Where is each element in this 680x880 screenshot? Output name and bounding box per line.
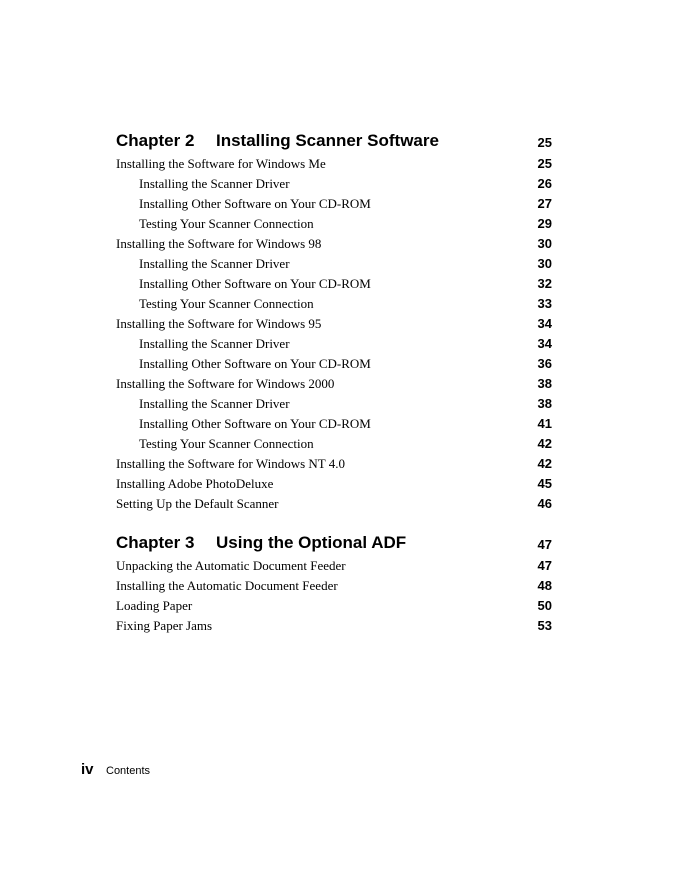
entry-title: Installing Other Software on Your CD-ROM xyxy=(139,276,371,291)
entry-page-number: 47 xyxy=(537,558,552,573)
entry-title: Installing the Software for Windows Me xyxy=(116,156,326,171)
entry-page-number: 50 xyxy=(537,598,552,613)
toc-entry xyxy=(116,454,552,474)
chapter-number: Chapter 3 xyxy=(116,533,195,552)
toc-entry xyxy=(116,494,552,514)
toc-entry xyxy=(116,474,552,494)
entry-title: Installing the Software for Windows 98 xyxy=(116,236,322,251)
chapter-heading xyxy=(116,531,552,555)
entry-page-number: 30 xyxy=(537,256,552,271)
entry-title: Installing the Software for Windows 2000 xyxy=(116,376,335,391)
entry-page-number: 53 xyxy=(537,618,552,633)
entry-title: Installing Other Software on Your CD-ROM xyxy=(139,356,371,371)
toc-subentry xyxy=(116,174,552,194)
entry-page-number: 38 xyxy=(537,376,552,391)
entry-page-number: 30 xyxy=(537,236,552,251)
entry-title: Testing Your Scanner Connection xyxy=(139,436,314,451)
toc-entry xyxy=(116,314,552,334)
chapter-number: Chapter 2 xyxy=(116,131,195,150)
toc-subentry xyxy=(116,214,552,234)
running-footer-section: Contents xyxy=(106,765,151,777)
entry-page-number: 32 xyxy=(537,276,552,291)
entry-title: Installing the Automatic Document Feeder xyxy=(116,578,338,593)
toc-subentry xyxy=(116,414,552,434)
toc-entry xyxy=(116,556,552,576)
toc-entry xyxy=(116,616,552,636)
toc-subentry xyxy=(116,194,552,214)
entry-title: Installing the Scanner Driver xyxy=(139,176,290,191)
entry-title: Testing Your Scanner Connection xyxy=(139,216,314,231)
entry-title: Installing the Software for Windows NT 4.0 xyxy=(116,456,345,471)
entry-title: Installing the Scanner Driver xyxy=(139,396,290,411)
entry-title: Fixing Paper Jams xyxy=(116,618,213,633)
entry-title: Installing Other Software on Your CD-ROM xyxy=(139,196,371,211)
folio-page-number: iv xyxy=(81,761,94,778)
toc-entry xyxy=(116,234,552,254)
toc-subentry xyxy=(116,254,552,274)
entry-page-number: 33 xyxy=(537,296,552,311)
entry-page-number: 34 xyxy=(537,336,552,351)
chapter-page-number: 25 xyxy=(537,135,552,150)
toc-subentry xyxy=(116,434,552,454)
entry-page-number: 48 xyxy=(537,578,552,593)
toc-entry xyxy=(116,374,552,394)
entry-page-number: 41 xyxy=(537,416,552,431)
entry-title: Installing the Scanner Driver xyxy=(139,256,290,271)
entry-title: Setting Up the Default Scanner xyxy=(116,496,279,511)
toc-subentry xyxy=(116,334,552,354)
toc-subentry xyxy=(116,274,552,294)
toc-entry xyxy=(116,596,552,616)
entry-title: Installing the Software for Windows 95 xyxy=(116,316,322,331)
entry-page-number: 42 xyxy=(537,436,552,451)
entry-page-number: 25 xyxy=(537,156,552,171)
entry-title: Installing Other Software on Your CD-ROM xyxy=(139,416,371,431)
entry-title: Installing Adobe PhotoDeluxe xyxy=(116,476,274,491)
entry-page-number: 34 xyxy=(537,316,552,331)
entry-title: Loading Paper xyxy=(116,598,193,613)
entry-page-number: 26 xyxy=(537,176,552,191)
entry-title: Unpacking the Automatic Document Feeder xyxy=(116,558,346,573)
chapter-title: Installing Scanner Software xyxy=(216,131,439,150)
chapter-title: Using the Optional ADF xyxy=(216,533,407,552)
entry-title: Testing Your Scanner Connection xyxy=(139,296,314,311)
toc-entry xyxy=(116,576,552,596)
entry-page-number: 38 xyxy=(537,396,552,411)
entry-page-number: 27 xyxy=(537,196,552,211)
chapter-page-number: 47 xyxy=(537,537,552,552)
toc-entry xyxy=(116,154,552,174)
entry-page-number: 46 xyxy=(537,496,552,511)
toc-subentry xyxy=(116,294,552,314)
toc-subentry xyxy=(116,394,552,414)
chapter-heading xyxy=(116,129,552,153)
entry-page-number: 29 xyxy=(537,216,552,231)
toc-subentry xyxy=(116,354,552,374)
entry-page-number: 42 xyxy=(537,456,552,471)
entry-page-number: 36 xyxy=(537,356,552,371)
entry-title: Installing the Scanner Driver xyxy=(139,336,290,351)
entry-page-number: 45 xyxy=(537,476,552,491)
